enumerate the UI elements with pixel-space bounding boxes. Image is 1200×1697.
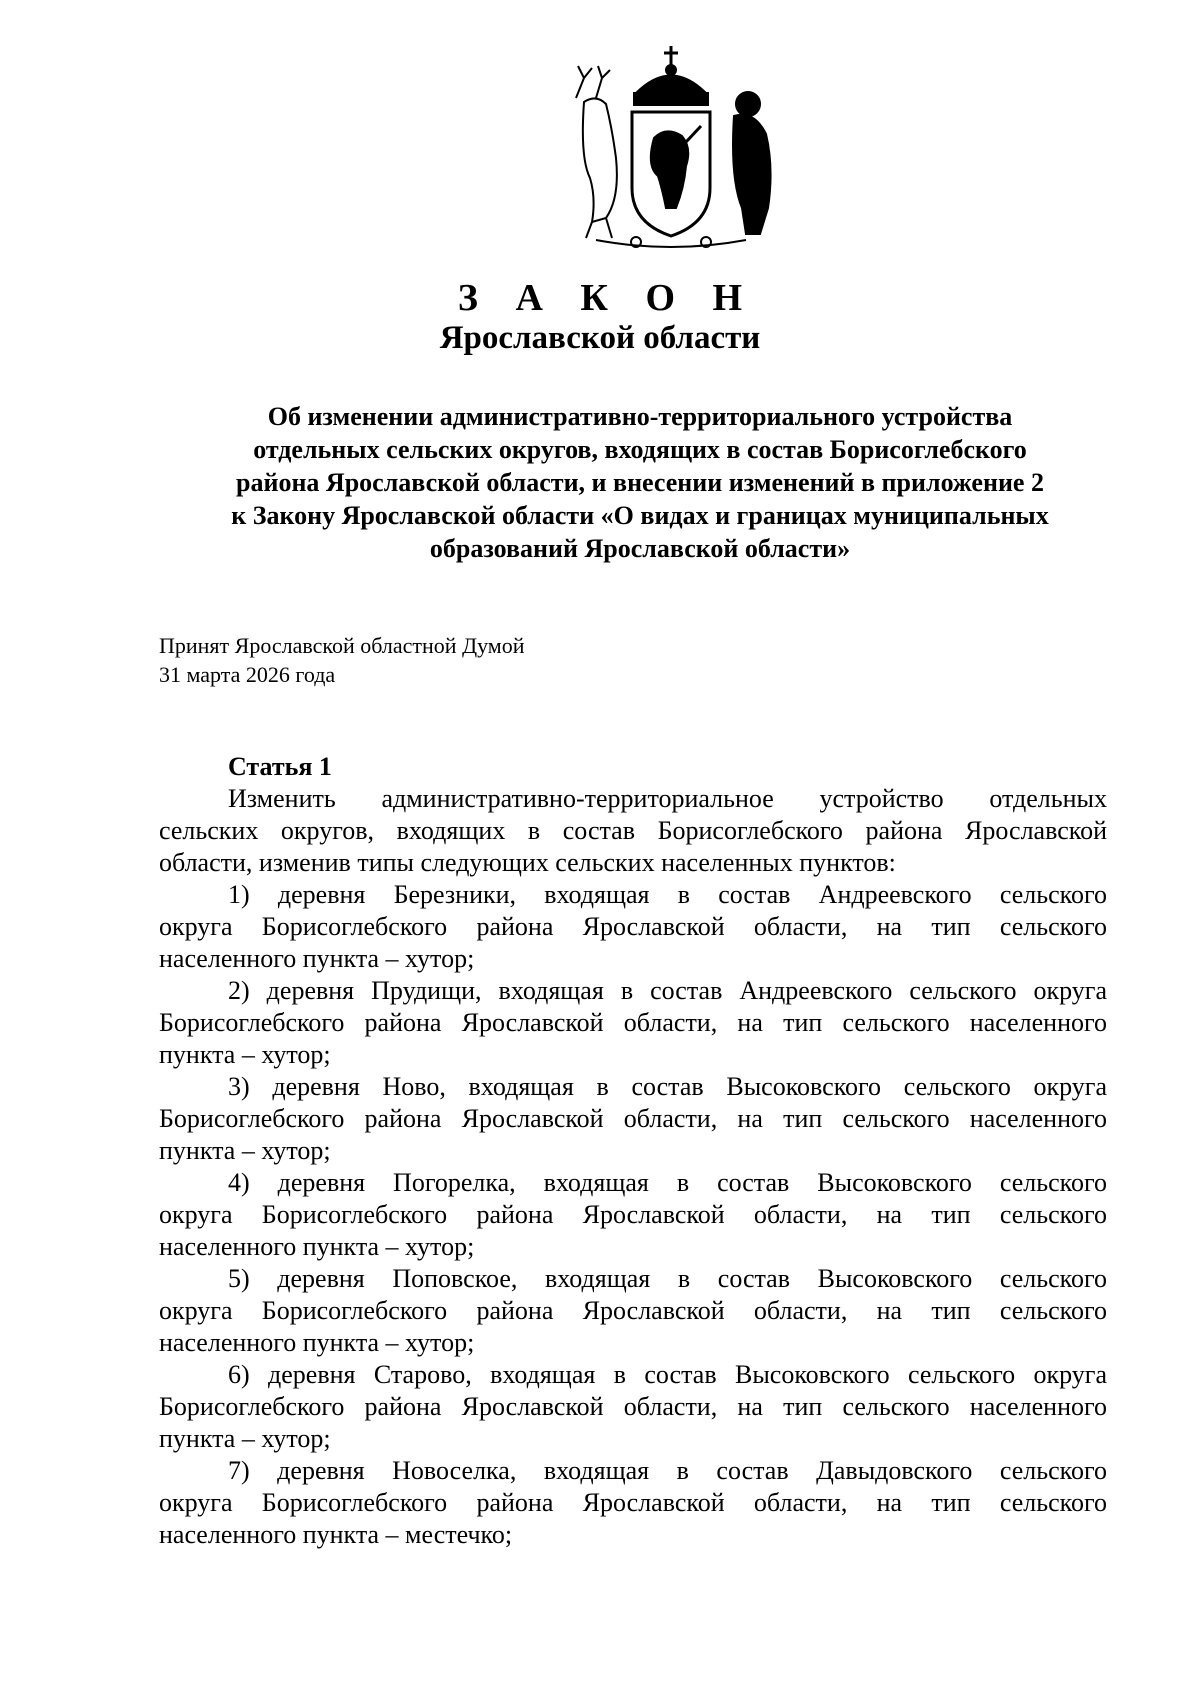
document-type-title: З А К О Н <box>457 277 757 319</box>
list-item-line: пункта – хутор; <box>159 1424 331 1453</box>
list-item-line: Борисоглебского района Ярославской области, на тип сельского населенного <box>159 1008 1107 1037</box>
subject-line: образований Ярославской области» <box>429 534 851 563</box>
article-heading: Статья 1 <box>228 752 332 781</box>
list-item-line: 2) деревня Прудищи, входящая в состав Андреевского сельского округа <box>228 976 1107 1005</box>
subject-line: отдельных сельских округов, входящих в состав Борисоглебского <box>253 435 1027 464</box>
list-item-line: 7) деревня Новоселка, входящая в состав Давыдовского сельского <box>228 1456 1107 1485</box>
list-item-line: 1) деревня Березники, входящая в состав Андреевского сельского <box>228 880 1107 909</box>
article-body <box>159 783 1107 1551</box>
list-item-line: населенного пункта – хутор; <box>159 1232 475 1261</box>
list-item-line: округа Борисоглебского района Ярославской области, на тип сельского <box>159 912 1107 941</box>
subject-line: к Закону Ярославской области «О видах и границах муниципальных <box>231 501 1049 530</box>
adoption-note <box>159 631 525 689</box>
list-item-line: округа Борисоглебского района Ярославской области, на тип сельского <box>159 1200 1107 1229</box>
list-item-line: населенного пункта – хутор; <box>159 1328 475 1357</box>
list-item-line: округа Борисоглебского района Ярославской области, на тип сельского <box>159 1296 1107 1325</box>
adoption-date: 31 марта 2026 года <box>159 662 336 687</box>
subject-line: района Ярославской области, и внесении изменений в приложение 2 <box>236 468 1044 497</box>
list-item-line: населенного пункта – местечко; <box>159 1520 513 1549</box>
list-item-line: 3) деревня Ново, входящая в состав Высоковского сельского округа <box>228 1072 1107 1101</box>
list-item-line: округа Борисоглебского района Ярославской области, на тип сельского <box>159 1488 1107 1517</box>
paragraph-line: сельских округов, входящих в состав Борисоглебского района Ярославской <box>159 816 1107 845</box>
law-subject-title <box>170 400 1110 565</box>
subject-line: Об изменении административно-территориального устройства <box>267 402 1013 431</box>
paragraph-line: области, изменив типы следующих сельских населенных пунктов: <box>159 848 896 877</box>
list-item-line: пункта – хутор; <box>159 1040 331 1069</box>
adoption-body: Принят Ярославской областной Думой <box>159 633 525 658</box>
list-item-line: 4) деревня Погорелка, входящая в состав Высоковского сельского <box>228 1168 1107 1197</box>
list-item-line: 5) деревня Поповское, входящая в состав Высоковского сельского <box>228 1264 1107 1293</box>
list-item-line: населенного пункта – хутор; <box>159 944 475 973</box>
list-item-line: Борисоглебского района Ярославской области, на тип сельского населенного <box>159 1104 1107 1133</box>
region-title: Ярославской области <box>439 320 761 356</box>
list-item-line: 6) деревня Старово, входящая в состав Высоковского сельского округа <box>228 1360 1107 1389</box>
list-item-line: пункта – хутор; <box>159 1136 331 1165</box>
yaroslavl-coat-of-arms-icon <box>536 38 806 254</box>
paragraph-line: Изменить административно-территориальное устройство отдельных <box>228 784 1107 813</box>
list-item-line: Борисоглебского района Ярославской области, на тип сельского населенного <box>159 1392 1107 1421</box>
